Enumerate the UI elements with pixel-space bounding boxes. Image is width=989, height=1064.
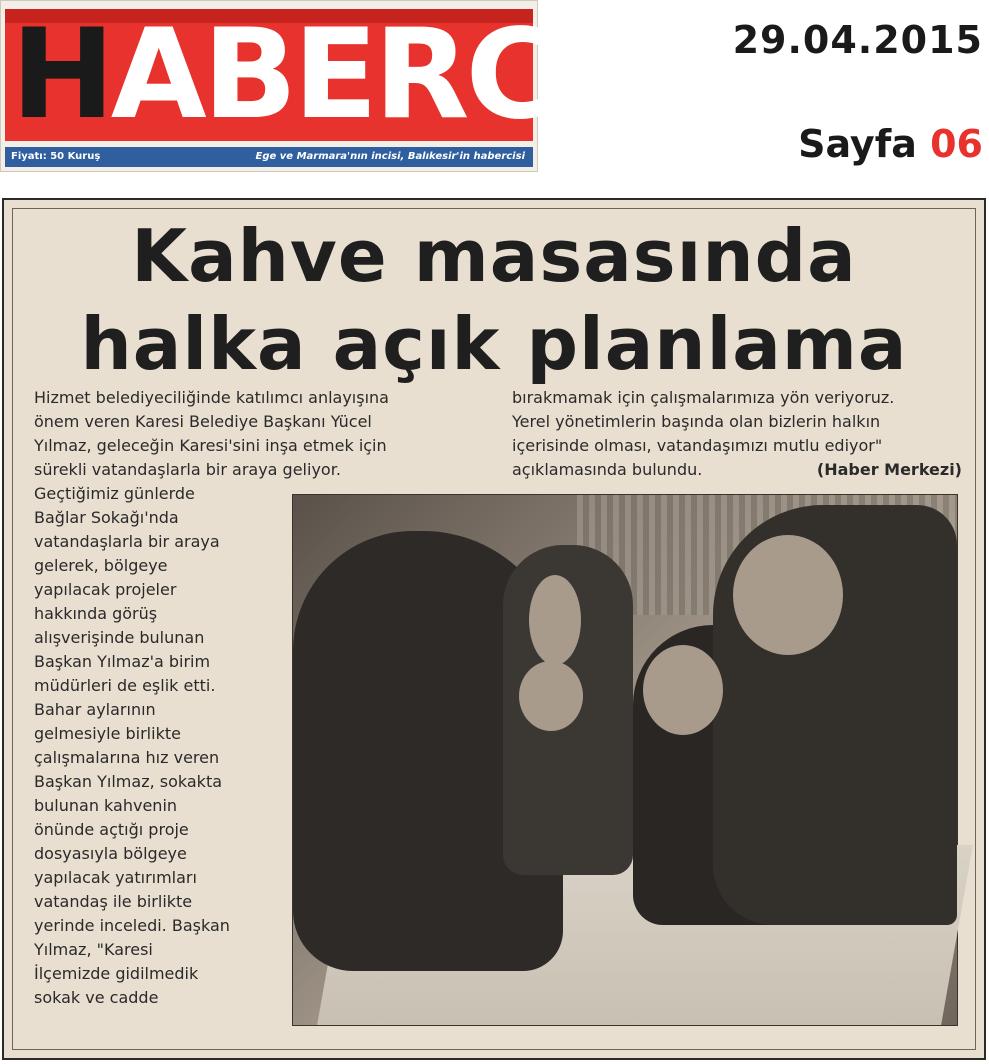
text-line: gelerek, bölgeye [34, 556, 168, 575]
headline-line-1: Kahve masasında [131, 214, 857, 298]
text-line: vatandaşlarla bir araya [34, 532, 220, 551]
headline-line-2: halka açık planlama [80, 302, 908, 386]
text-line: sürekli vatandaşlarla bir araya geliyor. [34, 460, 341, 479]
text-line: Yerel yönetimlerin başında olan bizlerin halkın [512, 412, 881, 431]
article-photo [292, 494, 958, 1026]
logo-letter-h: H [11, 3, 111, 147]
text-line: Yılmaz, geleceğin Karesi'sini inşa etmek için [34, 436, 387, 455]
article-intro-column [34, 386, 484, 482]
text-line: vatandaş ile birlikte [34, 892, 193, 911]
article-quote-column [512, 386, 962, 482]
text-line-with-source [512, 458, 962, 482]
text-line: çalışmalarına hız veren [34, 748, 220, 767]
text-line: yerinde inceledi. Başkan [34, 916, 230, 935]
text-line: gelmesiyle birlikte [34, 724, 181, 743]
article-headline [4, 212, 984, 388]
text-line: önem veren Karesi Belediye Başkanı Yücel [34, 412, 372, 431]
publication-date: 29.04.2015 [732, 18, 983, 62]
text-line: alışverişinde bulunan [34, 628, 205, 647]
text-line: sokak ve cadde [34, 988, 159, 1007]
text-line: yapılacak yatırımları [34, 868, 197, 887]
article-clipping [2, 198, 986, 1060]
page-number [798, 122, 983, 166]
newspaper-masthead [0, 0, 595, 172]
photo-face-2 [519, 661, 583, 731]
text-line: Bağlar Sokağı'nda [34, 508, 179, 527]
photo-face-4 [733, 535, 843, 655]
text-line: yapılacak projeler [34, 580, 177, 599]
slogan-text: Ege ve Marmara'nın incisi, Balıkesir'in habercisi [255, 151, 525, 162]
photo-face-3 [643, 645, 723, 735]
text-line: önünde açtığı proje [34, 820, 189, 839]
text-line: Hizmet belediyeciliğinde katılımcı anlayışına [34, 388, 389, 407]
newspaper-logo [11, 3, 595, 147]
text-line: Bahar aylarının [34, 700, 156, 719]
text-line: açıklamasında bulundu. [512, 460, 703, 479]
logo-band [5, 3, 595, 147]
text-line: müdürleri de eşlik etti. [34, 676, 216, 695]
text-line: dosyasıyla bölgeye [34, 844, 187, 863]
text-line: içerisinde olması, vatandaşımızı mutlu ediyor" [512, 436, 883, 455]
text-line: İlçemizde gidilmedik [34, 964, 199, 983]
page-number-value: 06 [930, 122, 983, 166]
text-line: Geçtiğimiz günlerde [34, 484, 195, 503]
page-label: Sayfa [798, 122, 917, 166]
article-source: (Haber Merkezi) [816, 460, 962, 479]
tagline-bar [5, 147, 533, 167]
text-line: bulunan kahvenin [34, 796, 178, 815]
text-line: Yılmaz, "Karesi [34, 940, 153, 959]
text-line: hakkında görüş [34, 604, 158, 623]
article-body-column [34, 482, 284, 1010]
text-line: bırakmamak için çalışmalarımıza yön veriyoruz. [512, 388, 895, 407]
text-line: Başkan Yılmaz, sokakta [34, 772, 223, 791]
logo-letters: ABERCI [110, 3, 595, 147]
photo-face-1 [529, 575, 581, 665]
text-line: Başkan Yılmaz'a birim [34, 652, 211, 671]
price-label: Fiyatı: 50 Kuruş [11, 151, 101, 162]
